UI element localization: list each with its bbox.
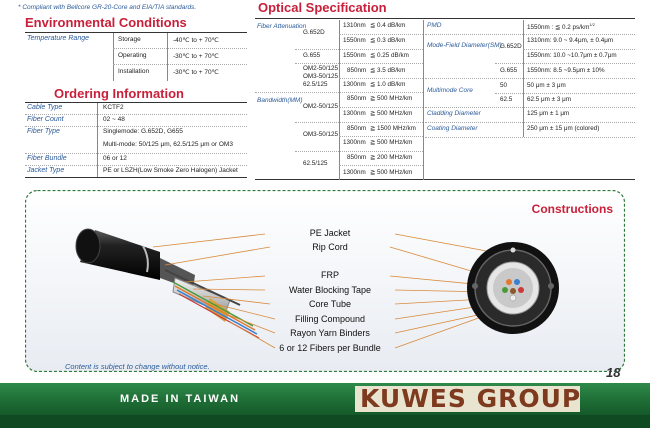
- fiber: [514, 279, 520, 285]
- brand-logo: KUWES GROUP: [360, 384, 582, 413]
- divider: [339, 165, 423, 166]
- env-key: Installation: [118, 68, 150, 75]
- cladding-value: 125 μm ± 1 μm: [527, 110, 570, 117]
- wavelength: 850nm: [347, 67, 367, 74]
- divider: [25, 102, 247, 103]
- divider: [255, 92, 423, 93]
- wavelength: 1550nm: [343, 37, 366, 44]
- divider: [295, 49, 423, 50]
- fiber-type: OM3-50/125: [303, 73, 339, 80]
- label-core-tube: Core Tube: [308, 299, 352, 309]
- footnote: Content is subject to change without notice.: [65, 362, 210, 371]
- fiber-type: 62.5/125: [303, 160, 328, 167]
- ordering-title: Ordering Information: [54, 86, 184, 101]
- bandwidth-value: ≧ 500 MHz/km: [370, 110, 413, 117]
- fiber: [518, 287, 524, 293]
- fiber-type: G.652D: [303, 29, 325, 36]
- env-value: -30℃ to + 70℃: [173, 53, 219, 60]
- ordering-value: Singlemode: G.652D, G655: [103, 128, 183, 135]
- wavelength: 1300nm: [343, 139, 366, 146]
- cable-cross-section: [467, 242, 559, 334]
- wavelength: 1550nm: [343, 52, 366, 59]
- attenuation-value: ≦ 3.5 dB/km: [370, 67, 406, 74]
- fiber: [510, 288, 516, 294]
- divider: [425, 34, 635, 35]
- mfd-label: Mode-Field Diameter(SM): [427, 42, 502, 49]
- divider: [113, 64, 247, 65]
- fiber-type: 62.5/125: [303, 81, 328, 88]
- core-type: 50: [500, 82, 508, 89]
- divider: [495, 93, 635, 94]
- attenuation-label: Fiber Attenuation: [257, 23, 307, 30]
- wavelength: 850nm: [347, 95, 367, 102]
- divider: [295, 151, 423, 152]
- compliance-note: * Compliant with Bellcore GR-20-Core and EIA/TIA standards.: [18, 4, 197, 11]
- fiber: [506, 279, 512, 285]
- frp: [472, 283, 478, 289]
- attenuation-value: ≦ 0.4 dB/km: [370, 22, 406, 29]
- wavelength: 850nm: [347, 154, 367, 161]
- pmd-value-sup: 1/2: [589, 22, 595, 27]
- env-value: -40℃ to + 70℃: [173, 37, 219, 44]
- label-pe-jacket: PE Jacket: [309, 228, 351, 238]
- bandwidth-label: Bandwidth(MM): [257, 97, 303, 104]
- frp: [548, 283, 554, 289]
- ordering-value: Multi-mode: 50/125 μm, 62.5/125 μm or OM3: [103, 141, 233, 148]
- divider: [25, 165, 247, 166]
- ordering-value: KCTF2: [103, 104, 124, 111]
- ordering-key: Fiber Type: [27, 128, 60, 135]
- pmd-value: [527, 22, 595, 31]
- env-title: Environmental Conditions: [25, 15, 187, 30]
- mfd-value: 1310nm: 9.0 ~ 9.4μm, ± 0.4μm: [527, 37, 614, 44]
- wavelength: 1300nm: [343, 110, 366, 117]
- divider: [25, 177, 247, 178]
- bandwidth-value: ≧ 1500 MHz/km: [370, 125, 416, 132]
- coating-value: 250 μm ± 15 μm (colored): [527, 125, 600, 132]
- fiber-type: G.652D: [500, 43, 522, 50]
- core-label: Multimode Core: [427, 87, 473, 94]
- label-water-blocking-tape: Water Blocking Tape: [288, 285, 372, 295]
- optical-table: [255, 20, 635, 182]
- divider: [339, 107, 423, 108]
- divider: [339, 34, 423, 35]
- divider: [425, 78, 635, 79]
- core-value: 62.5 μm ± 3 μm: [527, 96, 571, 103]
- divider: [339, 20, 340, 180]
- fiber-type: OM2-50/125: [303, 65, 339, 72]
- label-fibers-per-bundle: 6 or 12 Fibers per Bundle: [279, 343, 381, 353]
- core-value: 50 μm ± 3 μm: [527, 82, 566, 89]
- divider: [25, 126, 247, 127]
- pmd-label: PMD: [427, 22, 442, 29]
- fiber-type: G.655: [500, 67, 518, 74]
- divider: [25, 32, 247, 33]
- wavelength: 1310nm: [343, 22, 366, 29]
- wavelength: 850nm: [347, 125, 367, 132]
- wavelength: 1300nm: [343, 169, 366, 176]
- attenuation-value: ≦ 0.25 dB/km: [370, 52, 409, 59]
- divider: [425, 137, 635, 138]
- pmd-value-text: 1550nm : ≦ 0.2 ps/km: [527, 24, 590, 32]
- ordering-key: Fiber Bundle: [27, 155, 67, 162]
- cladding-label: Cladding Diameter: [427, 110, 481, 117]
- ordering-key: Cable Type: [27, 104, 63, 111]
- rip-cord: [511, 248, 516, 253]
- optical-title: Optical Specification: [258, 0, 387, 15]
- divider: [255, 18, 635, 19]
- mfd-value: 1550nm: 8.5 ~9.5μm ± 10%: [527, 67, 605, 74]
- ordering-key: Fiber Count: [27, 116, 64, 123]
- mfd-value: 1550nm: 10.0 ~10.7μm ± 0.7μm: [527, 52, 617, 59]
- divider: [113, 33, 114, 81]
- divider: [423, 20, 424, 180]
- label-rip-cord: Rip Cord: [312, 242, 348, 252]
- bandwidth-value: ≧ 500 MHz/km: [370, 139, 413, 146]
- ordering-value: 02 ~ 48: [103, 116, 125, 123]
- fiber: [502, 287, 508, 293]
- core-type: 62.5: [500, 96, 513, 103]
- env-key: Operating: [118, 52, 147, 59]
- divider: [339, 78, 423, 79]
- footer-stripe: [0, 415, 650, 428]
- divider: [113, 48, 247, 49]
- fiber-type: OM2-50/125: [303, 103, 339, 110]
- wavelength: 1300nm: [343, 81, 366, 88]
- ordering-value: 06 or 12: [103, 155, 127, 162]
- divider: [25, 114, 247, 115]
- bandwidth-value: ≧ 500 MHz/km: [370, 95, 413, 102]
- ordering-value: PE or LSZH(Low Smoke Zero Halogen) Jacket: [103, 167, 238, 174]
- attenuation-value: ≦ 1.0 dB/km: [370, 81, 406, 88]
- divider: [425, 107, 635, 108]
- label-rayon-yarn-binders: Rayon Yarn Binders: [290, 328, 370, 338]
- ordering-key: Jacket Type: [27, 167, 65, 174]
- fiber-type: OM3-50/125: [303, 131, 339, 138]
- pe-jacket: [76, 229, 100, 263]
- label-filling-compound: Filling Compound: [294, 314, 366, 324]
- divider: [295, 122, 423, 123]
- divider: [167, 33, 168, 81]
- divider: [25, 153, 247, 154]
- made-in-label: MADE IN TAIWAN: [120, 393, 241, 405]
- bandwidth-value: ≧ 200 MHz/km: [370, 154, 413, 161]
- divider: [523, 49, 635, 50]
- divider: [295, 63, 423, 64]
- divider: [339, 136, 423, 137]
- coating-label: Coating Diameter: [427, 125, 478, 132]
- divider: [495, 63, 635, 64]
- env-key: Storage: [118, 36, 141, 43]
- env-value: -30℃ to + 70℃: [173, 69, 219, 76]
- fiber: [510, 295, 516, 301]
- page-number: 18: [606, 365, 621, 380]
- label-frp: FRP: [321, 270, 339, 280]
- bandwidth-value: ≧ 500 MHz/km: [370, 169, 413, 176]
- constructions-panel: [25, 190, 625, 372]
- attenuation-value: ≦ 0.3 dB/km: [370, 37, 406, 44]
- divider: [425, 122, 635, 123]
- temp-range-label: Temperature Range: [27, 35, 90, 42]
- constructions-title: Constructions: [531, 202, 613, 216]
- fiber-type: G.655: [303, 52, 321, 59]
